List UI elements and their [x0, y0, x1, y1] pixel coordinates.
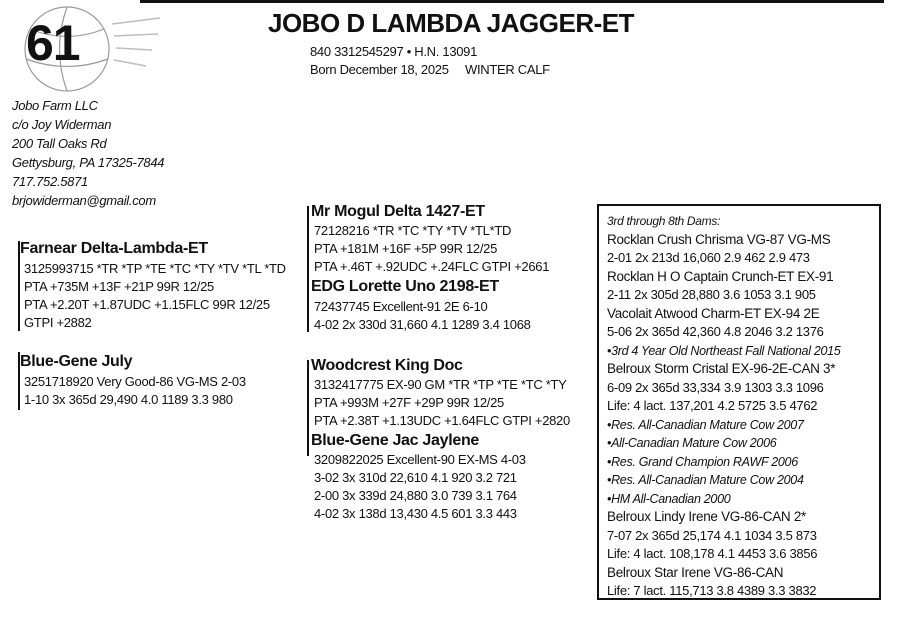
- dam-sire-name: Woodcrest King Doc: [311, 357, 463, 374]
- dam-ancestor-record: Life: 7 lact. 115,713 3.8 4389 3.3 3832: [607, 583, 817, 598]
- lot-number: 61: [26, 15, 80, 71]
- dam-ancestor-award: •Res. All-Canadian Mature Cow 2004: [607, 473, 804, 487]
- top-rule: [140, 0, 884, 3]
- sire-info-line: 3125993715 *TR *TP *TE *TC *TY *TV *TL *TD: [24, 261, 286, 276]
- owner-line: 200 Tall Oaks Rd: [12, 136, 107, 151]
- animal-id-line: 840 3312545297 • H.N. 13091: [310, 44, 478, 59]
- dam-info-line: 1-10 3x 365d 29,490 4.0 1189 3.3 980: [24, 392, 233, 407]
- sire-info-line: PTA +735M +13F +21P 99R 12/25: [24, 279, 214, 294]
- sire-info: [24, 260, 286, 332]
- owner-line: Jobo Farm LLC: [12, 98, 98, 113]
- dam-ancestor-award: •All-Canadian Mature Cow 2006: [607, 436, 777, 450]
- dam-info: [24, 373, 246, 409]
- dam-dam-info-line: 3209822025 Excellent-90 EX-MS 4-03: [314, 452, 526, 467]
- dam-ancestor-name: Vacolait Atwood Charm-ET EX-94 2E: [607, 305, 820, 321]
- dam-ancestor-award: •Res. All-Canadian Mature Cow 2007: [607, 417, 804, 432]
- dam-name: Blue-Gene July: [20, 353, 133, 370]
- sire-name: Farnear Delta-Lambda-ET: [20, 240, 208, 257]
- sire-dam-info-line: 4-02 2x 330d 31,660 4.1 1289 3.4 1068: [314, 317, 531, 332]
- sire-dam-info-line: 72437745 Excellent-91 2E 6-10: [314, 299, 488, 314]
- owner-email: brjowiderman@gmail.com: [12, 193, 156, 208]
- dam-ancestor-award: •3rd 4 Year Old Northeast Fall National 2015: [607, 343, 841, 358]
- dam-ancestor-record: 2-11 2x 305d 28,880 3.6 1053 3.1 905: [607, 287, 816, 302]
- sire-sire-info-line: 72128216 *TR *TC *TY *TV *TL*TD: [314, 223, 512, 238]
- sire-info-line: PTA +2.20T +1.87UDC +1.15FLC 99R 12/25: [24, 297, 270, 312]
- dam-ancestor-name: Belroux Storm Cristal EX-96-2E-CAN 3*: [607, 361, 836, 376]
- dam-info-line: 3251718920 Very Good-86 VG-MS 2-03: [24, 374, 246, 389]
- sire-dam-name: EDG Lorette Uno 2198-ET: [311, 278, 499, 295]
- owner-line: Gettysburg, PA 17325-7844: [12, 155, 165, 170]
- sire-sire-info-line: PTA +181M +16F +5P 99R 12/25: [314, 241, 498, 256]
- dam-ancestor-award: •Res. Grand Champion RAWF 2006: [607, 454, 798, 469]
- extended-dams-box: [597, 204, 881, 600]
- sire-sire-name: Mr Mogul Delta 1427-ET: [311, 203, 485, 220]
- dam-ancestor-name: Belroux Star Irene VG-86-CAN: [607, 564, 784, 580]
- dam-ancestor-record: 7-07 2x 365d 25,174 4.1 1034 3.5 873: [607, 527, 817, 543]
- bracket-line: [307, 206, 309, 332]
- dam-ancestor-name: Rocklan H O Captain Crunch-ET EX-91: [607, 268, 834, 284]
- dam-dam-info-line: 2-00 3x 339d 24,880 3.0 739 3.1 764: [314, 488, 517, 503]
- birth-date: Born December 18, 2025: [310, 62, 449, 77]
- dams-box-header: 3rd through 8th Dams:: [607, 214, 721, 228]
- dam-sire-info: [314, 376, 570, 430]
- dam-ancestor-award: •HM All-Canadian 2000: [607, 491, 731, 506]
- dam-ancestor-record: Life: 4 lact. 137,201 4.2 5725 3.5 4762: [607, 398, 818, 413]
- owner-line: 717.752.5871: [12, 174, 88, 189]
- sire-info-line: GTPI +2882: [24, 315, 92, 330]
- dam-ancestor-record: Life: 4 lact. 108,178 4.1 4453 3.6 3856: [607, 546, 818, 561]
- dam-ancestor-name: Rocklan Crush Chrisma VG-87 VG-MS: [607, 231, 831, 247]
- sire-sire-info: [314, 222, 549, 276]
- dam-ancestor-name: Belroux Lindy Irene VG-86-CAN 2*: [607, 509, 806, 524]
- sire-dam-info: [314, 298, 531, 334]
- dam-dam-name: Blue-Gene Jac Jaylene: [311, 432, 480, 449]
- dam-sire-info-line: PTA +993M +27F +29P 99R 12/25: [314, 395, 504, 410]
- bracket-line: [307, 360, 309, 456]
- owner-line: c/o Joy Widerman: [12, 117, 112, 132]
- dam-ancestor-record: 5-06 2x 365d 42,360 4.8 2046 3.2 1376: [607, 324, 824, 339]
- animal-class: WINTER CALF: [465, 62, 550, 77]
- dam-ancestor-record: 6-09 2x 365d 33,334 3.9 1303 3.3 1096: [607, 379, 824, 395]
- dam-sire-info-line: PTA +2.38T +1.13UDC +1.64FLC GTPI +2820: [314, 413, 570, 428]
- dam-ancestor-record: 2-01 2x 213d 16,060 2.9 462 2.9 473: [607, 250, 810, 265]
- sire-sire-info-line: PTA +.46T +.92UDC +.24FLC GTPI +2661: [314, 259, 550, 274]
- dam-dam-info-line: 3-02 3x 310d 22,610 4.1 920 3.2 721: [314, 470, 517, 485]
- dam-dam-info: [314, 451, 526, 523]
- dam-sire-info-line: 3132417775 EX-90 GM *TR *TP *TE *TC *TY: [314, 377, 567, 392]
- dam-dam-info-line: 4-02 3x 138d 13,430 4.5 601 3.3 443: [314, 506, 517, 521]
- animal-name: JOBO D LAMBDA JAGGER-ET: [268, 8, 634, 38]
- owner-block: [12, 96, 164, 210]
